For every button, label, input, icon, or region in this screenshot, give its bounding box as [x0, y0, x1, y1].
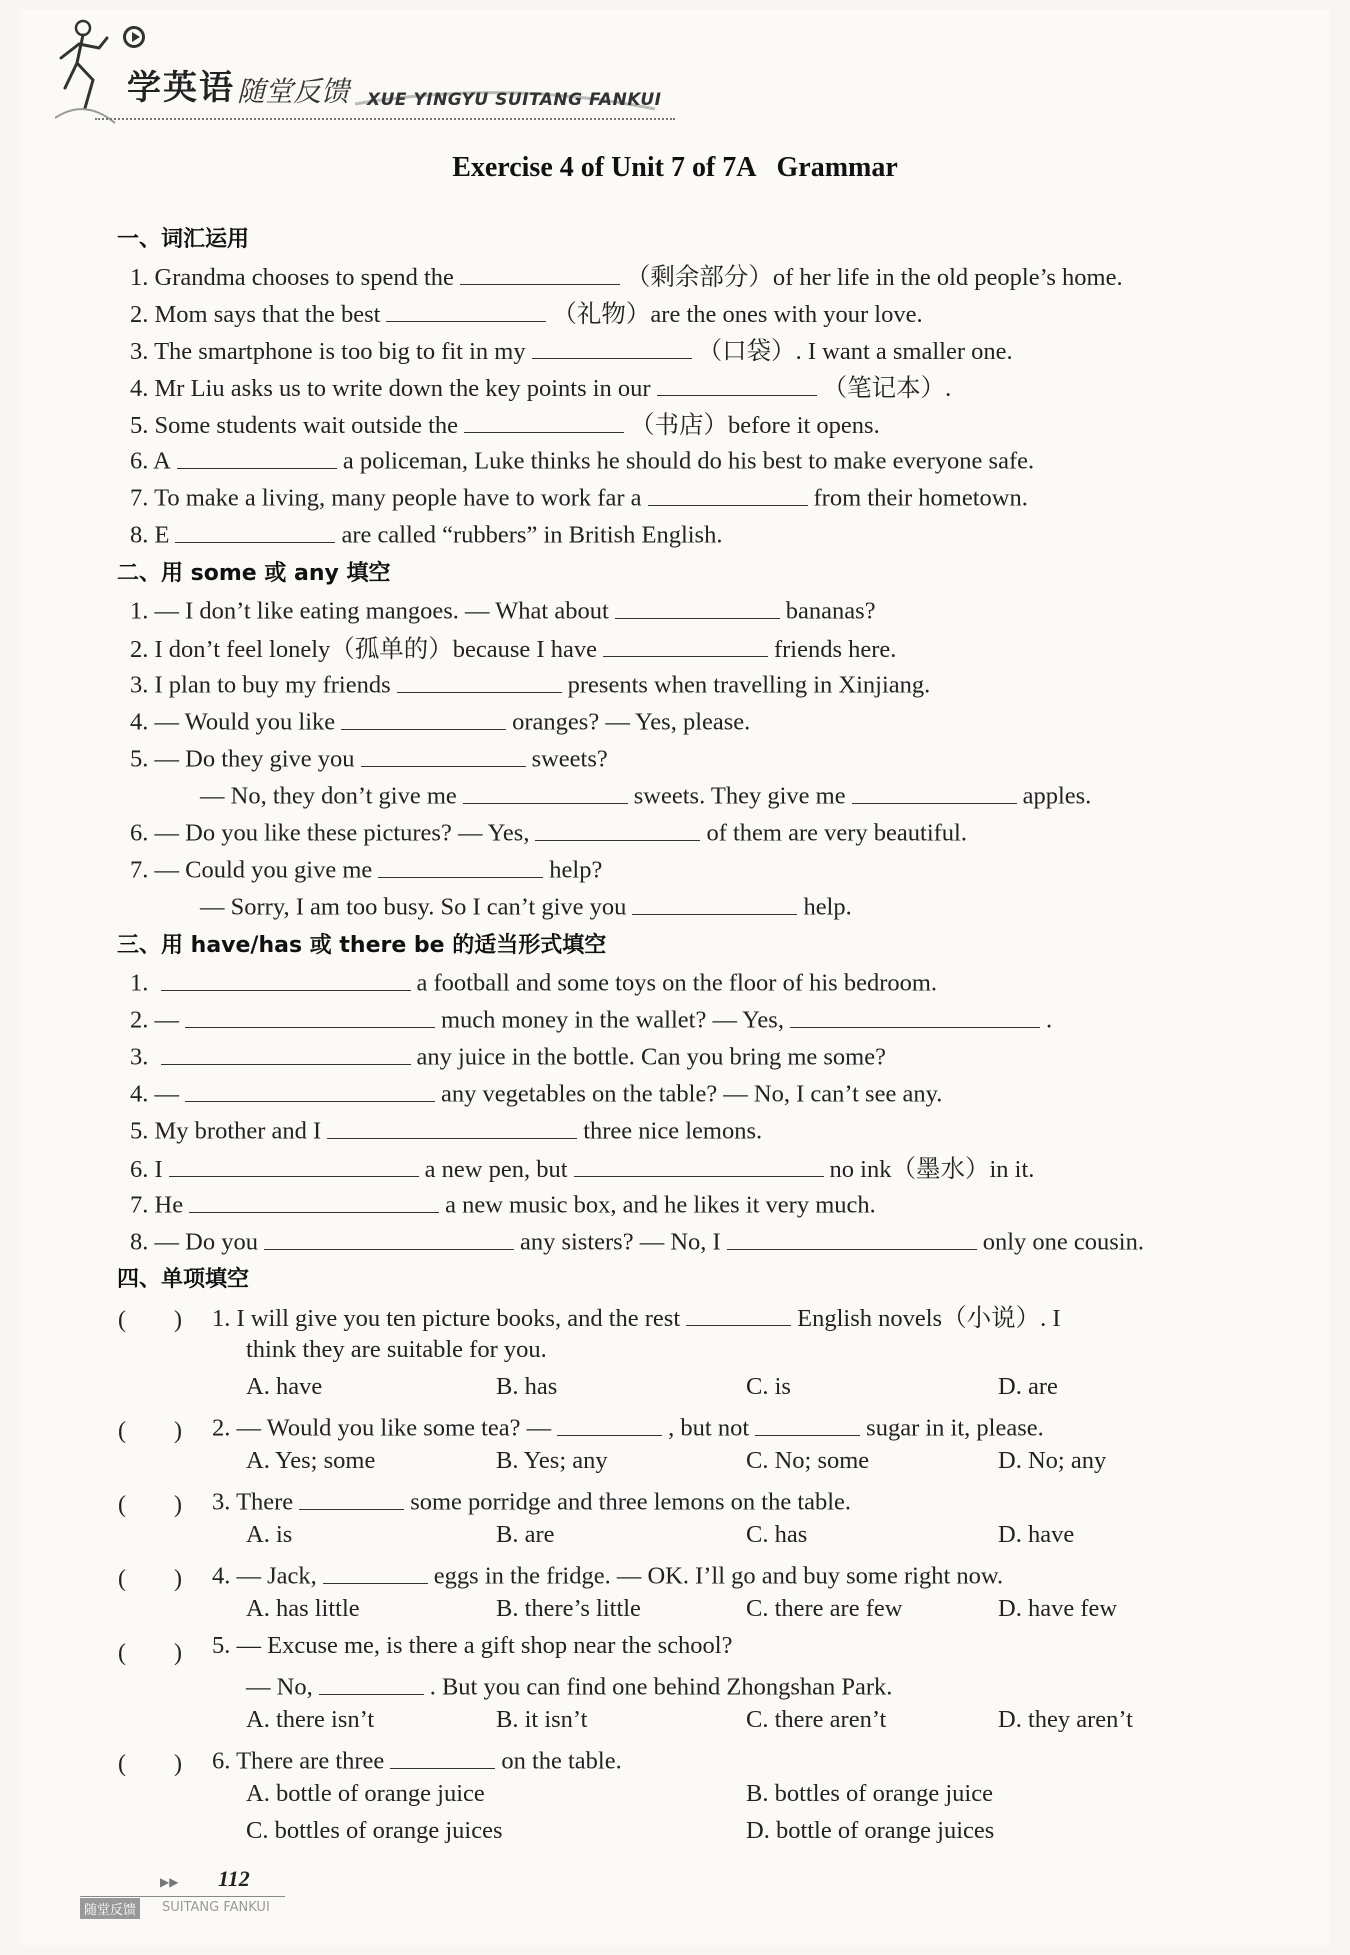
option-d[interactable]: D. have few [998, 1595, 1118, 1622]
s2-item-5-reply [200, 778, 1091, 811]
item-text: There are three [236, 1747, 385, 1775]
s3-item-8 [130, 1224, 1144, 1257]
item-number: 7. [130, 484, 149, 512]
answer-blank[interactable] [397, 667, 562, 693]
answer-blank[interactable] [727, 1224, 977, 1250]
mc-question-5 [212, 1632, 732, 1660]
item-text: A [153, 447, 171, 475]
answer-blank[interactable] [386, 297, 546, 323]
item-text: on the table. [501, 1747, 622, 1775]
answer-blank[interactable] [161, 965, 411, 991]
option-b[interactable]: B. bottles of orange juice [746, 1780, 993, 1807]
item-text: help. [803, 893, 852, 921]
answer-blank[interactable] [603, 632, 768, 658]
item-number: 8. [130, 1228, 149, 1256]
item-text: English novels（小说）. I [797, 1305, 1061, 1332]
s2-item-3 [130, 667, 930, 700]
item-text: sweets? [531, 745, 608, 773]
item-number: 3. [130, 338, 149, 365]
answer-blank[interactable] [378, 852, 543, 878]
option-d[interactable]: D. they aren’t [998, 1706, 1133, 1733]
answer-blank[interactable] [615, 593, 780, 619]
s3-item-5 [130, 1113, 762, 1146]
answer-blank[interactable] [390, 1743, 495, 1769]
answer-paren[interactable]: ( ) [118, 1751, 182, 1777]
answer-blank[interactable] [464, 408, 624, 434]
item-text: I will give you ten picture books, and the rest [236, 1305, 681, 1332]
option-b[interactable]: B. there’s little [496, 1595, 641, 1622]
item-text: E [154, 521, 170, 549]
option-d[interactable]: D. bottle of orange juices [746, 1817, 995, 1844]
item-text: much money in the wallet? — Yes, [441, 1006, 784, 1034]
header-dotted-rule [95, 118, 675, 120]
item-text: The smartphone is too big to fit in my [154, 338, 526, 365]
double-arrow-icon: ▶▶ [160, 1875, 179, 1889]
mc-question-2 [212, 1410, 1044, 1443]
item-text: from their hometown. [813, 484, 1028, 512]
answer-blank[interactable] [361, 741, 526, 767]
item-text: — Jack, [236, 1562, 317, 1590]
option-b[interactable]: B. has [496, 1373, 558, 1400]
mc-question-1-cont: think they are suitable for you. [246, 1336, 547, 1363]
item-text: He [154, 1191, 184, 1219]
option-b[interactable]: B. are [496, 1521, 555, 1548]
option-c[interactable]: C. bottles of orange juices [246, 1817, 503, 1844]
s1-item-4 [130, 369, 951, 404]
item-number: 4. [130, 708, 149, 736]
header-title-cn: 学英语 [127, 68, 235, 108]
s2-item-7 [130, 852, 602, 885]
answer-blank[interactable] [169, 1152, 419, 1178]
item-number: 1. [212, 1305, 231, 1332]
play-icon [123, 26, 145, 48]
s1-item-6 [130, 443, 1034, 476]
item-text: （笔记本）. [822, 375, 952, 402]
section1-heading: 一、词汇运用 [117, 227, 250, 252]
mc-question-4 [212, 1558, 1003, 1591]
book-header [55, 18, 675, 128]
answer-blank[interactable] [532, 334, 692, 360]
option-a[interactable]: A. Yes; some [246, 1447, 376, 1474]
section2-heading: 二、用 some 或 any 填空 [117, 561, 391, 586]
item-number: 1. [130, 264, 149, 291]
item-number: 2. [130, 636, 149, 663]
item-text: — No, [246, 1673, 313, 1701]
section3-heading: 三、用 have/has 或 there be 的适当形式填空 [117, 933, 607, 958]
option-a[interactable]: A. have [246, 1373, 323, 1400]
item-number: 5. [130, 1117, 149, 1145]
mc-question-6 [212, 1743, 622, 1776]
answer-blank[interactable] [299, 1484, 404, 1510]
item-text: I don’t feel lonely（孤单的）because I have [154, 636, 597, 663]
answer-blank[interactable] [341, 704, 506, 730]
item-text: （剩余部分）of her life in the old people’s home. [625, 264, 1123, 291]
option-a[interactable]: A. there isn’t [246, 1706, 375, 1733]
item-number: 4. [130, 1080, 149, 1108]
footer-rule [80, 1896, 285, 1897]
item-text: only one cousin. [982, 1228, 1144, 1256]
answer-blank[interactable] [185, 1076, 435, 1102]
item-text: any vegetables on the table? — No, I can’t see any. [441, 1080, 943, 1108]
option-d[interactable]: D. have [998, 1521, 1075, 1548]
item-text: , but not [668, 1414, 750, 1442]
footer-label-en: SUITANG FANKUI [162, 1900, 270, 1915]
option-d[interactable]: D. are [998, 1373, 1058, 1400]
item-number: 5. [130, 745, 149, 773]
item-text: Some students wait outside the [154, 412, 458, 439]
item-number: 1. [130, 969, 149, 997]
item-number: 2. [212, 1414, 231, 1442]
answer-blank[interactable] [460, 260, 620, 286]
item-text: apples. [1022, 782, 1092, 810]
option-a[interactable]: A. is [246, 1521, 293, 1548]
item-text: any juice in the bottle. Can you bring me some? [416, 1043, 886, 1071]
item-text: — Would you like some tea? — [236, 1414, 552, 1442]
item-text: are called “rubbers” in British English. [341, 521, 723, 549]
item-number: 7. [130, 856, 149, 884]
s2-item-7-reply [200, 889, 852, 922]
item-text: To make a living, many people have to work far a [154, 484, 642, 512]
item-number: 4. [212, 1562, 231, 1590]
item-number: 6. [212, 1747, 231, 1775]
answer-blank[interactable] [175, 517, 335, 543]
item-text: help? [549, 856, 603, 884]
s1-item-8 [130, 517, 722, 550]
option-a[interactable]: A. bottle of orange juice [246, 1780, 485, 1807]
answer-blank[interactable] [686, 1301, 791, 1327]
item-number: 2. [130, 1006, 149, 1034]
item-text: three nice lemons. [583, 1117, 763, 1145]
item-number: 4. [130, 375, 149, 402]
item-text: . But you can find one behind Zhongshan Park. [429, 1673, 893, 1701]
item-text: — Would you like [154, 708, 336, 736]
item-text: Mr Liu asks us to write down the key points in our [154, 375, 651, 402]
answer-blank[interactable] [852, 778, 1017, 804]
answer-blank[interactable] [657, 371, 817, 397]
item-number: 6. [130, 447, 149, 475]
item-number: 8. [130, 521, 149, 549]
answer-blank[interactable] [535, 815, 700, 841]
item-text: （口袋）. I want a smaller one. [697, 338, 1013, 365]
item-text: presents when travelling in Xinjiang. [567, 671, 931, 699]
page-number: 112 [218, 1866, 250, 1891]
answer-blank[interactable] [790, 1002, 1040, 1028]
item-text: bananas? [785, 597, 876, 625]
item-text: （书店）before it opens. [630, 412, 880, 439]
answer-blank[interactable] [648, 480, 808, 506]
s1-item-2 [130, 295, 923, 330]
item-text: a new music box, and he likes it very much. [445, 1191, 876, 1219]
item-number: 3. [130, 1043, 149, 1071]
option-b[interactable]: B. it isn’t [496, 1706, 588, 1733]
s2-item-6 [130, 815, 967, 848]
header-title-en: XUE YINGYU SUITANG FANKUI [367, 90, 662, 110]
option-c[interactable]: C. No; some [746, 1447, 870, 1474]
item-text: any sisters? — No, I [519, 1228, 721, 1256]
item-text: — Sorry, I am too busy. So I can’t give you [200, 893, 627, 921]
item-text: eggs in the fridge. — OK. I’ll go and buy some right now. [433, 1562, 1004, 1590]
item-number: 1. [130, 597, 149, 625]
item-text: There [236, 1488, 294, 1516]
item-number: 6. [130, 1156, 149, 1183]
item-text: — [154, 1006, 179, 1034]
item-text: — Could you give me [154, 856, 373, 884]
s1-item-5 [130, 406, 880, 441]
answer-blank[interactable] [574, 1152, 824, 1178]
item-text: a new pen, but [424, 1156, 568, 1183]
option-c[interactable]: C. there aren’t [746, 1706, 887, 1733]
item-text: I [154, 1156, 163, 1183]
mc-question-5-reply [246, 1669, 892, 1702]
item-text: （礼物）are the ones with your love. [552, 301, 923, 328]
option-b[interactable]: B. Yes; any [496, 1447, 608, 1474]
answer-blank[interactable] [319, 1669, 424, 1695]
item-text: — Do you [154, 1228, 258, 1256]
mc-question-1 [212, 1299, 1061, 1334]
answer-paren[interactable]: ( ) [118, 1640, 182, 1666]
item-text: Grandma chooses to spend the [154, 264, 454, 291]
runner-figure-icon [55, 18, 125, 128]
item-text: oranges? — Yes, please. [512, 708, 751, 736]
answer-paren[interactable]: ( ) [118, 1418, 182, 1444]
answer-blank[interactable] [323, 1558, 428, 1584]
s1-item-7 [130, 480, 1028, 513]
s3-item-6 [130, 1150, 1034, 1185]
answer-blank[interactable] [557, 1410, 662, 1436]
option-c[interactable]: C. has [746, 1521, 808, 1548]
item-number: 5. [130, 412, 149, 439]
item-text: — Excuse me, is there a gift shop near the school? [236, 1632, 733, 1659]
item-text: — Do you like these pictures? — Yes, [154, 819, 530, 847]
section4-heading: 四、单项填空 [117, 1267, 250, 1292]
option-c[interactable]: C. is [746, 1373, 791, 1400]
item-text: I plan to buy my friends [154, 671, 391, 699]
answer-blank[interactable] [189, 1187, 439, 1213]
header-subtitle-cn: 随堂反馈 [237, 75, 350, 108]
page-title [0, 152, 1350, 184]
answer-blank[interactable] [185, 1002, 435, 1028]
answer-paren[interactable]: ( ) [118, 1307, 182, 1333]
s2-item-4 [130, 704, 750, 737]
answer-paren[interactable]: ( ) [118, 1566, 182, 1592]
footer-label-cn: 随堂反馈 [80, 1898, 140, 1919]
answer-blank[interactable] [755, 1410, 860, 1436]
s2-item-2 [130, 630, 896, 665]
option-a[interactable]: A. has little [246, 1595, 360, 1622]
mc-question-3 [212, 1484, 851, 1517]
item-text: friends here. [773, 636, 897, 663]
item-text: . [1045, 1006, 1053, 1034]
answer-blank[interactable] [632, 889, 797, 915]
answer-blank[interactable] [161, 1039, 411, 1065]
answer-blank[interactable] [177, 443, 337, 469]
page-title-sub: Grammar [776, 152, 898, 183]
item-text: a policeman, Luke thinks he should do his best to make everyone safe. [342, 447, 1035, 475]
item-text: sugar in it, please. [866, 1414, 1044, 1442]
item-text: — [154, 1080, 179, 1108]
item-text: Mom says that the best [154, 301, 381, 328]
answer-blank[interactable] [463, 778, 628, 804]
item-text: some porridge and three lemons on the table. [410, 1488, 852, 1516]
option-c[interactable]: C. there are few [746, 1595, 903, 1622]
item-text: sweets. They give me [633, 782, 846, 810]
item-number: 3. [212, 1488, 231, 1516]
item-text: — No, they don’t give me [200, 782, 457, 810]
s3-item-1 [130, 965, 937, 998]
s3-item-3 [130, 1039, 886, 1072]
item-text: — Do they give you [154, 745, 355, 773]
answer-blank[interactable] [264, 1224, 514, 1250]
page-title-main: Exercise 4 of Unit 7 of 7A [452, 152, 757, 183]
s1-item-3 [130, 332, 1013, 367]
s3-item-2 [130, 1002, 1052, 1035]
option-d[interactable]: D. No; any [998, 1447, 1107, 1474]
s1-item-1 [130, 258, 1123, 293]
answer-blank[interactable] [327, 1113, 577, 1139]
item-number: 5. [212, 1632, 231, 1659]
item-text: a football and some toys on the floor of his bedroom. [416, 969, 938, 997]
item-number: 3. [130, 671, 149, 699]
item-text: My brother and I [154, 1117, 322, 1145]
s3-item-4 [130, 1076, 942, 1109]
s2-item-1 [130, 593, 876, 626]
item-text: of them are very beautiful. [706, 819, 967, 847]
item-number: 2. [130, 301, 149, 328]
item-number: 6. [130, 819, 149, 847]
s2-item-5 [130, 741, 608, 774]
s3-item-7 [130, 1187, 876, 1220]
item-text: no ink（墨水）in it. [829, 1156, 1035, 1183]
answer-paren[interactable]: ( ) [118, 1492, 182, 1518]
item-text: — I don’t like eating mangoes. — What about [154, 597, 609, 625]
item-number: 7. [130, 1191, 149, 1219]
